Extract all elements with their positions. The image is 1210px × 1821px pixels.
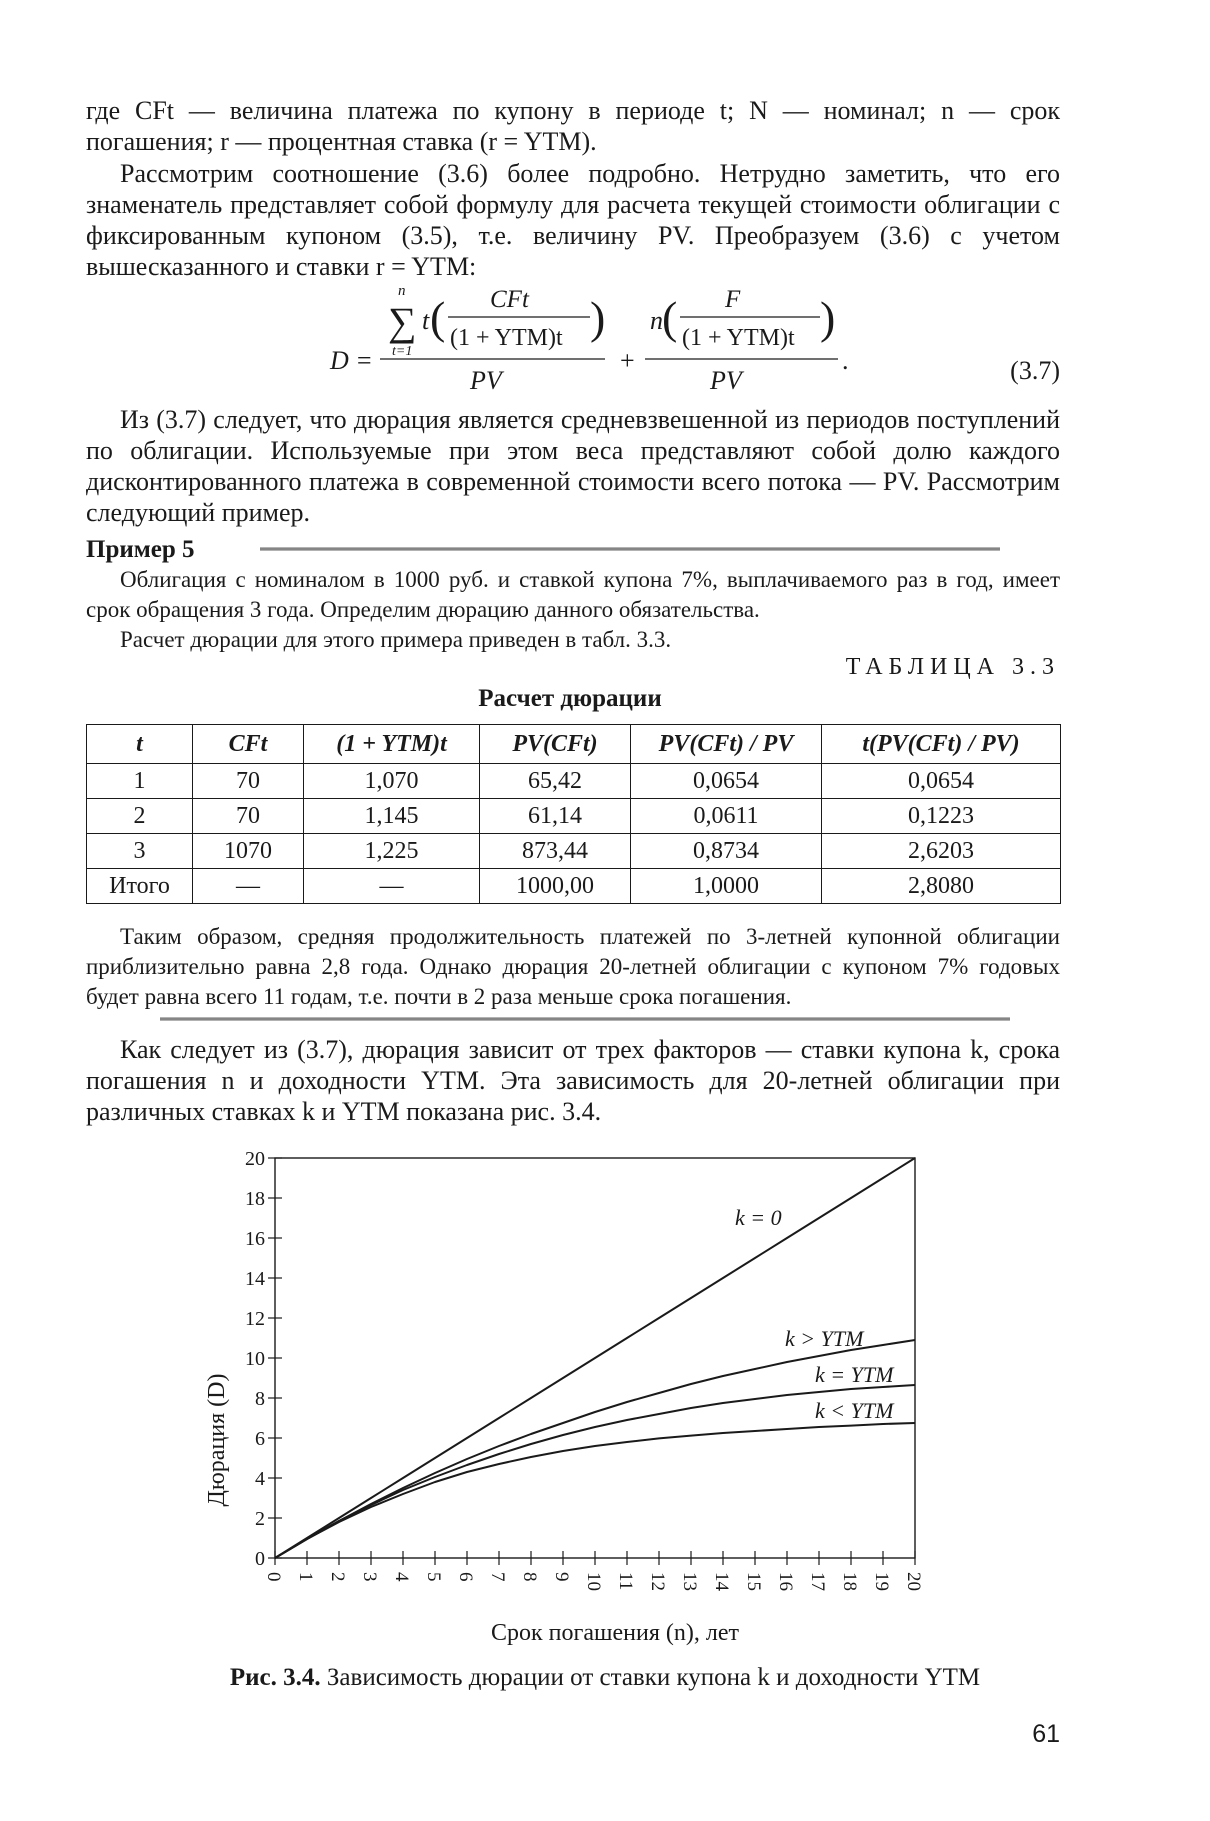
formula-pv2: PV bbox=[710, 366, 742, 395]
series-line-3 bbox=[275, 1423, 915, 1558]
sum-bottom: t=1 bbox=[392, 344, 413, 359]
table-header: PV(CFt) / PV bbox=[631, 725, 822, 764]
formula-lhs: D = bbox=[330, 346, 373, 375]
table-cell: 1000,00 bbox=[480, 869, 631, 904]
x-tick-label: 18 bbox=[839, 1572, 860, 1591]
formula-f: F bbox=[725, 286, 741, 313]
table-cell: 0,0654 bbox=[822, 764, 1061, 799]
table-label: ТАБЛИЦА 3.3 bbox=[845, 654, 1060, 680]
y-tick-label: 10 bbox=[245, 1348, 265, 1370]
table-cell: 0,0611 bbox=[631, 799, 822, 834]
paragraph-definitions bbox=[86, 95, 1060, 157]
table-cell: 2,6203 bbox=[822, 834, 1061, 869]
series-line-0 bbox=[275, 1158, 915, 1558]
x-tick-label: 19 bbox=[871, 1572, 892, 1591]
duration-table bbox=[86, 724, 1061, 904]
x-tick-label: 13 bbox=[679, 1572, 700, 1591]
formula-n: n bbox=[650, 306, 663, 335]
y-tick-label: 14 bbox=[245, 1268, 265, 1290]
chart-svg bbox=[190, 1150, 990, 1660]
x-tick-label: 14 bbox=[711, 1572, 732, 1591]
x-tick-label: 6 bbox=[455, 1572, 476, 1582]
paragraph-explanation bbox=[86, 404, 1060, 528]
table-cell: — bbox=[193, 869, 304, 904]
figure-caption-label: Рис. 3.4. bbox=[229, 1664, 321, 1691]
paragraph-formula-intro bbox=[86, 158, 1060, 282]
table-cell: 0,0654 bbox=[631, 764, 822, 799]
figure-caption bbox=[0, 1664, 1210, 1692]
x-tick-label: 9 bbox=[551, 1572, 572, 1582]
formula-t: t bbox=[422, 306, 430, 335]
table-cell: 873,44 bbox=[480, 834, 631, 869]
paragraph-text: где CFt — величина платежа по купону в периоде t; N — номинал; n — срок погашения; r — процентная ставка (r = YTM). bbox=[86, 96, 1060, 156]
table-cell: 2 bbox=[87, 799, 193, 834]
table-row bbox=[87, 799, 1061, 834]
x-tick-label: 17 bbox=[807, 1572, 828, 1591]
duration-formula bbox=[300, 283, 1060, 403]
x-axis-label: Срок погашения (n), лет bbox=[491, 1620, 739, 1646]
paragraph-text: Рассмотрим соотношение (3.6) более подробно. Нетрудно заметить, что его знаменатель представляет собой формулу для расчета текущей стоимости облигации с фиксированным купоном (3.5), т.е. величину PV. Преобразуем (3.6) с учетом вышесказанного и ставки r = YTM: bbox=[86, 159, 1060, 281]
paragraph-factors bbox=[86, 1034, 1060, 1127]
table-cell: 1070 bbox=[193, 834, 304, 869]
x-tick-label: 20 bbox=[903, 1572, 924, 1591]
paren-left-2: ( bbox=[662, 292, 678, 343]
table-header: PV(CFt) bbox=[480, 725, 631, 764]
x-tick-label: 10 bbox=[583, 1572, 604, 1591]
table-cell: — bbox=[304, 869, 480, 904]
x-tick-label: 2 bbox=[327, 1572, 348, 1582]
formula-dot: . bbox=[842, 346, 849, 375]
table-title: Расчет дюрации bbox=[478, 685, 662, 712]
x-tick-label: 11 bbox=[615, 1572, 636, 1591]
formula-plus: + bbox=[620, 346, 635, 375]
table-cell: 61,14 bbox=[480, 799, 631, 834]
table-cell: 1 bbox=[87, 764, 193, 799]
table-cell: 0,8734 bbox=[631, 834, 822, 869]
series-label-k-eq-ytm: k = YTM bbox=[815, 1362, 894, 1387]
table-cell: 0,1223 bbox=[822, 799, 1061, 834]
y-tick-label: 12 bbox=[245, 1308, 265, 1330]
series-label-k0: k = 0 bbox=[735, 1205, 782, 1230]
paragraph-text: Как следует из (3.7), дюрация зависит от трех факторов — ставки купона k, срока погашения n и доходности YTM. Эта зависимость для 20-летней облигации при различных ставках k и YTM показана рис. 3.4. bbox=[86, 1035, 1060, 1126]
example-heading: Пример 5 bbox=[86, 536, 195, 563]
x-tick-label: 0 bbox=[263, 1572, 284, 1582]
page-number: 61 bbox=[1032, 1720, 1060, 1748]
y-tick-label: 8 bbox=[255, 1388, 265, 1410]
example-after-text: Таким образом, средняя продолжительность платежей по 3-летней купонной облигации приблизительно равна 2,8 года. Однако дюрация 20-летней облигации с купоном 7% годовых будет равна всего 11 годам, т.е. почти в 2 раза меньше срока погашения. bbox=[86, 924, 1060, 1009]
x-tick-label: 7 bbox=[487, 1572, 508, 1582]
duration-chart bbox=[190, 1150, 990, 1660]
table-cell: 1,0000 bbox=[631, 869, 822, 904]
formula-pv1: PV bbox=[470, 366, 502, 395]
x-tick-label: 3 bbox=[359, 1572, 380, 1582]
table-cell: 1,070 bbox=[304, 764, 480, 799]
table-cell: 65,42 bbox=[480, 764, 631, 799]
x-tick-label: 4 bbox=[391, 1572, 412, 1582]
x-tick-label: 8 bbox=[519, 1572, 540, 1582]
x-tick-label: 1 bbox=[295, 1572, 316, 1582]
example-text-1: Облигация с номиналом в 1000 руб. и ставкой купона 7%, выплачиваемого раз в год, имеет срок обращения 3 года. Определим дюрацию данного обязательства. bbox=[86, 567, 1060, 622]
table-header: t bbox=[87, 725, 193, 764]
table-cell: 70 bbox=[193, 764, 304, 799]
y-axis-label: Дюрация (D) bbox=[204, 1373, 230, 1507]
y-tick-label: 2 bbox=[255, 1508, 265, 1530]
example-text-2: Расчет дюрации для этого примера приведен в табл. 3.3. bbox=[120, 627, 672, 652]
table-row bbox=[87, 764, 1061, 799]
table-header: CFt bbox=[193, 725, 304, 764]
example-conclusion bbox=[86, 922, 1060, 1012]
paren-right-1: ) bbox=[590, 292, 606, 343]
sum-top: n bbox=[398, 283, 406, 299]
sum-sign: ∑ bbox=[388, 299, 417, 344]
x-tick-label: 15 bbox=[743, 1572, 764, 1591]
table-cell: Итого bbox=[87, 869, 193, 904]
paragraph-text: Из (3.7) следует, что дюрация является средневзвешенной из периодов поступлений по облигации. Используемые при этом веса представляют собой долю каждого дисконтированного платежа в современной стоимости всего потока — PV. Рассмотрим следующий пример. bbox=[86, 405, 1060, 527]
formula-den1: (1 + YTM)t bbox=[450, 325, 563, 351]
paren-left-1: ( bbox=[430, 292, 446, 343]
table-cell: 1,145 bbox=[304, 799, 480, 834]
x-tick-label: 16 bbox=[775, 1572, 796, 1591]
y-tick-label: 6 bbox=[255, 1428, 265, 1450]
example-bottom-rule bbox=[160, 1017, 1010, 1021]
paren-right-2: ) bbox=[820, 292, 836, 343]
x-tick-label: 12 bbox=[647, 1572, 668, 1591]
formula-cf: CFt bbox=[490, 286, 529, 313]
table-cell: 2,8080 bbox=[822, 869, 1061, 904]
example-body bbox=[86, 565, 1060, 655]
table-row-total bbox=[87, 869, 1061, 904]
x-tick-label: 5 bbox=[423, 1572, 444, 1582]
table-header-row bbox=[87, 725, 1061, 764]
series-label-k-lt-ytm: k < YTM bbox=[815, 1398, 894, 1423]
example-top-rule bbox=[260, 547, 1000, 551]
figure-caption-text: Зависимость дюрации от ставки купона k и доходности YTM bbox=[326, 1664, 981, 1691]
formula-svg bbox=[300, 283, 860, 403]
equation-number: (3.7) bbox=[1010, 356, 1060, 385]
formula-den2: (1 + YTM)t bbox=[682, 325, 795, 351]
table-header: t(PV(CFt) / PV) bbox=[822, 725, 1061, 764]
table-row bbox=[87, 834, 1061, 869]
table-header: (1 + YTM)t bbox=[304, 725, 480, 764]
table-cell: 1,225 bbox=[304, 834, 480, 869]
y-tick-label: 20 bbox=[245, 1150, 265, 1170]
chart-series bbox=[275, 1158, 915, 1558]
y-tick-label: 16 bbox=[245, 1228, 265, 1250]
series-label-k-gt-ytm: k > YTM bbox=[785, 1326, 864, 1351]
y-tick-label: 4 bbox=[255, 1468, 265, 1490]
table-cell: 70 bbox=[193, 799, 304, 834]
y-tick-label: 0 bbox=[255, 1548, 265, 1570]
table-cell: 3 bbox=[87, 834, 193, 869]
y-tick-label: 18 bbox=[245, 1188, 265, 1210]
